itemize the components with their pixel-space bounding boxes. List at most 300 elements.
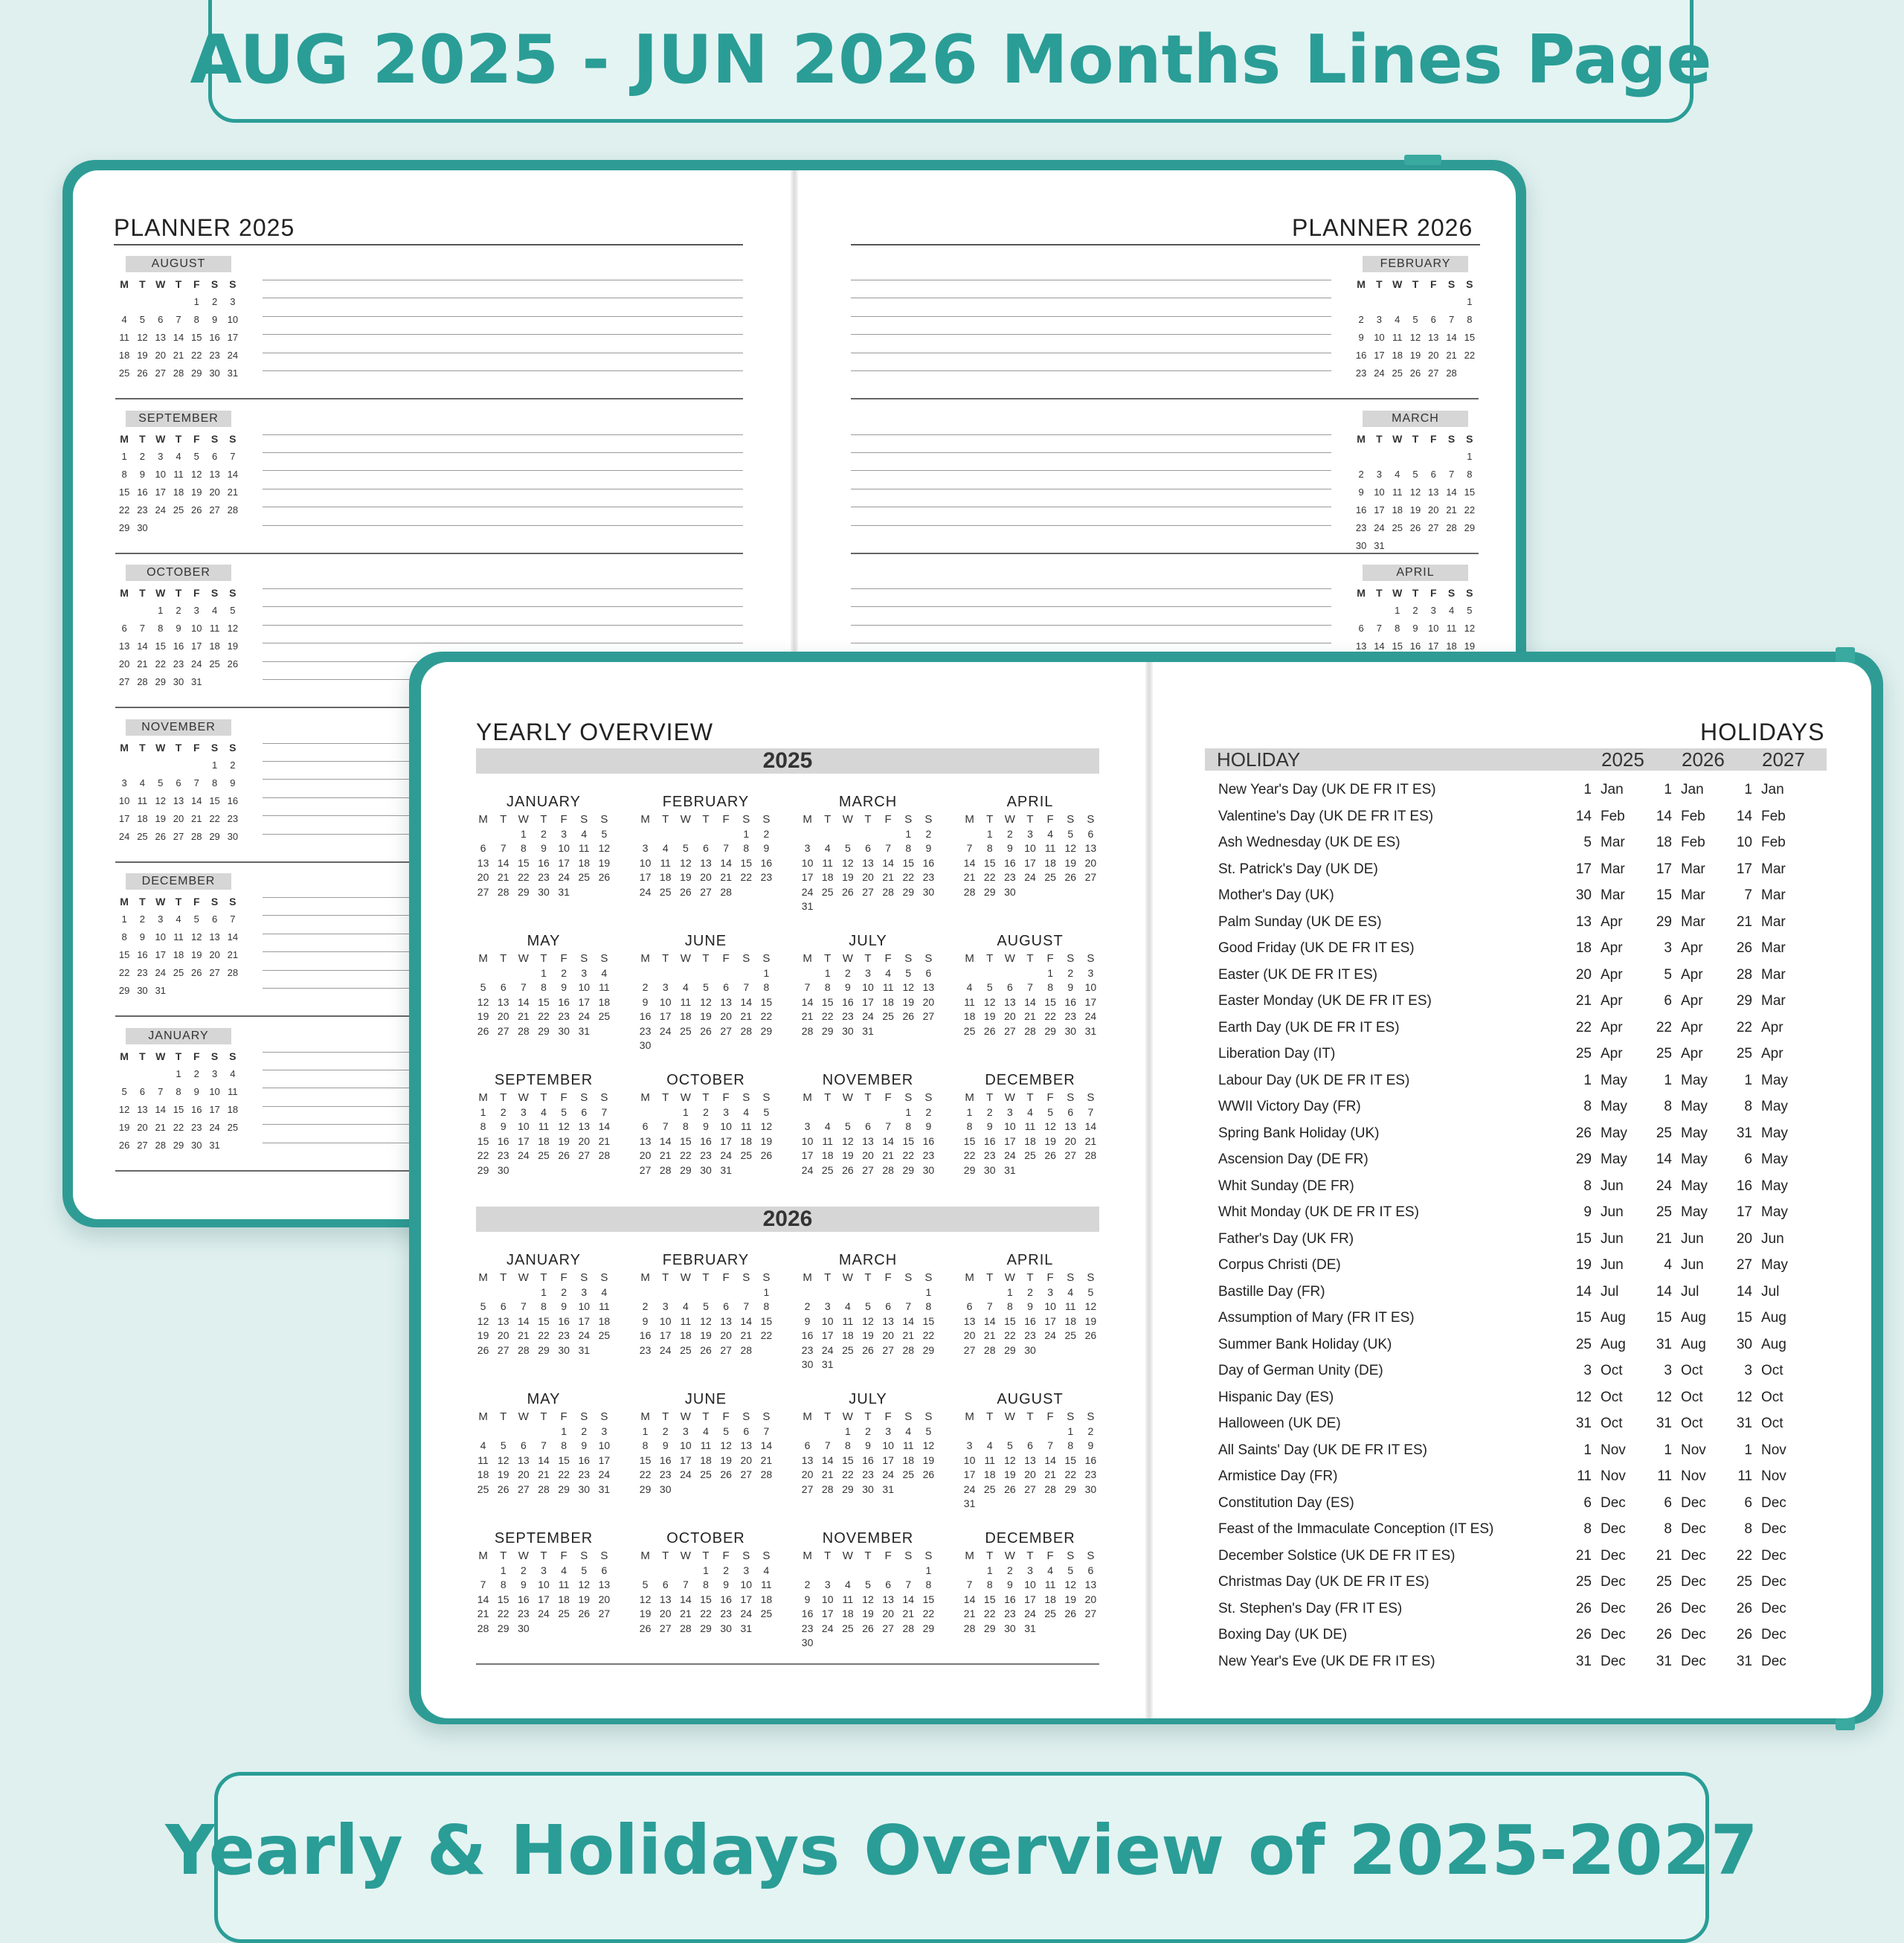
- weekday-header-cell: W: [842, 1091, 853, 1104]
- day-cell: 29: [1004, 1343, 1016, 1356]
- holiday-day-1: 21: [1575, 993, 1592, 1009]
- holiday-month-3: Jul: [1761, 1283, 1780, 1300]
- day-cell: 16: [801, 1329, 814, 1341]
- yearly-month-day-grid: [635, 1271, 776, 1358]
- day-cell: 27: [209, 967, 220, 978]
- day-cell: 15: [1392, 640, 1403, 652]
- day-cell: 2: [1006, 1564, 1013, 1576]
- day-cell: 7: [966, 1579, 973, 1590]
- day-cell: 14: [740, 995, 753, 1008]
- empty-day-cell: [695, 966, 715, 981]
- weekday-header-cell: S: [1466, 587, 1473, 599]
- yearly-month-name: JANUARY: [506, 794, 581, 810]
- holiday-month-1: Oct: [1601, 1416, 1623, 1431]
- empty-day-cell: [736, 1285, 756, 1300]
- yearly-month-name: JUNE: [684, 1391, 727, 1407]
- month-day-grid: [115, 430, 242, 537]
- writing-line: [851, 316, 1331, 317]
- day-cell: 22: [902, 871, 915, 883]
- day-cell: 7: [885, 842, 892, 854]
- weekday-header-cell: S: [742, 1549, 750, 1562]
- holiday-month-3: Dec: [1761, 1521, 1786, 1537]
- day-cell: 22: [680, 1149, 692, 1161]
- day-cell: 25: [963, 1024, 976, 1037]
- year-2025-column-header: 2025: [1601, 748, 1644, 771]
- month-name: DECEMBER: [126, 873, 231, 890]
- empty-day-cell: [695, 1285, 715, 1300]
- day-cell: 19: [1044, 1134, 1056, 1147]
- weekday-header-cell: T: [1376, 587, 1383, 599]
- day-cell: 25: [598, 1010, 611, 1022]
- day-cell: 18: [842, 1608, 854, 1619]
- holiday-day-1: 9: [1583, 1204, 1592, 1220]
- yearly-month-name: NOVEMBER: [822, 1530, 914, 1547]
- holiday-month-1: Aug: [1601, 1310, 1626, 1326]
- holiday-month-3: Aug: [1761, 1310, 1786, 1326]
- empty-day-cell: [797, 966, 817, 981]
- day-cell: 18: [821, 1149, 834, 1161]
- day-cell: 28: [680, 1622, 692, 1634]
- empty-day-cell: [1424, 293, 1442, 311]
- day-cell: 22: [821, 1010, 834, 1022]
- day-cell: 3: [824, 1300, 831, 1312]
- holiday-month-3: Jun: [1761, 1230, 1784, 1247]
- day-cell: 23: [862, 1468, 874, 1480]
- day-cell: 11: [119, 332, 129, 343]
- day-cell: 1: [1395, 605, 1400, 616]
- day-cell: 20: [209, 486, 220, 498]
- day-cell: 25: [842, 1343, 854, 1356]
- day-cell: 22: [1064, 1468, 1077, 1480]
- empty-day-cell: [1370, 293, 1388, 311]
- day-cell: 31: [227, 367, 239, 379]
- day-cell: 7: [601, 1105, 608, 1118]
- holiday-month-2: Dec: [1681, 1494, 1706, 1511]
- empty-day-cell: [152, 293, 170, 311]
- day-cell: 16: [558, 995, 570, 1008]
- day-cell: 4: [885, 966, 892, 979]
- yearly-month-january: [473, 1250, 614, 1358]
- day-cell: 23: [558, 1329, 570, 1341]
- day-cell: 8: [121, 931, 127, 942]
- day-cell: 30: [720, 1622, 732, 1634]
- weekday-header-cell: W: [1392, 278, 1403, 290]
- holiday-row: [1218, 1410, 1813, 1436]
- empty-day-cell: [115, 1065, 133, 1083]
- day-cell: 8: [905, 1120, 912, 1132]
- holiday-day-2: 15: [1656, 887, 1672, 903]
- empty-day-cell: [817, 1425, 837, 1439]
- day-cell: 10: [558, 842, 570, 854]
- yearly-month-march: [797, 1250, 939, 1372]
- day-cell: 14: [477, 1593, 489, 1605]
- day-cell: 3: [581, 1285, 588, 1298]
- day-cell: 29: [518, 885, 530, 898]
- day-cell: 27: [155, 367, 166, 379]
- day-cell: 28: [801, 1024, 814, 1037]
- day-cell: 4: [844, 1300, 851, 1312]
- day-cell: 25: [173, 967, 184, 978]
- day-cell: 17: [1024, 1593, 1036, 1605]
- weekday-header-cell: F: [193, 587, 200, 599]
- day-cell: 20: [659, 1608, 672, 1619]
- day-cell: 24: [578, 1010, 591, 1022]
- weekday-header-cell: F: [722, 813, 730, 826]
- day-cell: 22: [922, 1329, 935, 1341]
- day-cell: 2: [804, 1579, 811, 1590]
- yearly-month-day-grid: [797, 1410, 939, 1497]
- weekday-header-cell: M: [803, 1091, 812, 1104]
- weekday-header-cell: S: [742, 952, 750, 965]
- day-cell: 21: [1446, 504, 1457, 516]
- day-cell: 15: [740, 856, 753, 869]
- day-cell: 19: [842, 1149, 854, 1161]
- holiday-month-2: Jun: [1681, 1230, 1704, 1247]
- holiday-month-2: Feb: [1681, 808, 1705, 824]
- holiday-name: Mother's Day (UK): [1218, 887, 1334, 903]
- day-cell: 4: [121, 314, 127, 325]
- day-cell: 12: [842, 1134, 854, 1147]
- day-cell: 10: [680, 1439, 692, 1451]
- day-cell: 8: [1467, 468, 1473, 480]
- day-cell: 14: [902, 1314, 915, 1327]
- day-cell: 4: [230, 1067, 236, 1079]
- day-cell: 1: [520, 827, 527, 840]
- day-cell: 21: [821, 1468, 834, 1480]
- weekday-header-cell: T: [1026, 952, 1034, 965]
- day-cell: 6: [865, 1120, 871, 1132]
- day-cell: 15: [497, 1593, 509, 1605]
- weekday-header-cell: M: [803, 1271, 812, 1284]
- day-cell: 21: [740, 1010, 753, 1022]
- day-cell: 1: [541, 966, 547, 979]
- weekday-header-cell: F: [884, 1271, 892, 1284]
- day-cell: 30: [1024, 1343, 1036, 1356]
- day-cell: 16: [538, 856, 550, 869]
- day-cell: 6: [601, 1564, 608, 1576]
- day-cell: 18: [760, 1593, 773, 1605]
- holiday-row: [1218, 829, 1813, 855]
- empty-day-cell: [858, 1105, 878, 1120]
- weekday-header-cell: W: [680, 1410, 691, 1423]
- holiday-day-3: 11: [1737, 1468, 1752, 1484]
- writing-line: [263, 588, 743, 589]
- day-cell: 1: [176, 1067, 181, 1079]
- weekday-header-cell: W: [518, 1091, 529, 1104]
- day-cell: 30: [639, 1039, 652, 1051]
- holiday-day-2: 14: [1656, 1283, 1672, 1300]
- day-cell: 13: [155, 332, 166, 343]
- day-cell: 20: [1428, 350, 1439, 361]
- day-cell: 17: [680, 1454, 692, 1466]
- holiday-month-3: Mar: [1761, 993, 1786, 1009]
- empty-day-cell: [817, 827, 837, 842]
- day-cell: 17: [538, 1593, 550, 1605]
- day-cell: 23: [1355, 367, 1367, 379]
- holiday-day-3: 6: [1744, 1152, 1752, 1167]
- day-cell: 17: [1374, 350, 1385, 361]
- empty-day-cell: [716, 827, 736, 842]
- bottom-banner: [165, 1772, 1758, 1943]
- day-cell: 6: [865, 842, 871, 854]
- day-cell: 5: [230, 605, 236, 616]
- holiday-day-3: 10: [1736, 835, 1752, 850]
- day-cell: 3: [642, 842, 649, 854]
- yearly-month-day-grid: [635, 812, 776, 899]
- holiday-day-3: 26: [1736, 1627, 1752, 1642]
- day-cell: 10: [578, 1300, 591, 1312]
- day-cell: 3: [520, 1105, 527, 1118]
- weekday-header-cell: S: [210, 896, 219, 908]
- day-cell: 19: [191, 486, 202, 498]
- day-cell: 2: [844, 966, 851, 979]
- day-cell: 2: [662, 1425, 669, 1437]
- weekday-header-cell: S: [904, 1410, 913, 1423]
- weekday-header-cell: S: [229, 278, 237, 290]
- day-cell: 2: [703, 1105, 709, 1118]
- weekday-header-cell: T: [500, 1410, 507, 1423]
- day-cell: 26: [191, 967, 202, 978]
- top-banner: [190, 0, 1712, 123]
- holiday-name: December Solstice (UK DE FR IT ES): [1218, 1547, 1456, 1564]
- holiday-day-2: 5: [1664, 966, 1672, 983]
- day-cell: 19: [922, 1454, 935, 1466]
- day-cell: 4: [211, 605, 218, 616]
- yearly-month-name: FEBRUARY: [662, 1252, 750, 1268]
- day-cell: 2: [642, 1300, 649, 1312]
- weekday-header-cell: T: [1376, 278, 1383, 290]
- weekday-header-cell: F: [884, 1410, 892, 1423]
- empty-day-cell: [1370, 602, 1388, 620]
- day-cell: 15: [983, 1593, 996, 1605]
- day-cell: 12: [842, 856, 854, 869]
- day-cell: 23: [1084, 1468, 1097, 1480]
- day-cell: 8: [176, 1085, 181, 1097]
- day-cell: 12: [902, 981, 915, 993]
- day-cell: 14: [1446, 486, 1457, 498]
- day-cell: 3: [601, 1425, 608, 1437]
- weekday-header-cell: T: [1026, 1410, 1034, 1423]
- day-cell: 22: [983, 871, 996, 883]
- day-cell: 7: [682, 1579, 689, 1590]
- day-cell: 26: [1004, 1483, 1016, 1495]
- day-cell: 15: [760, 1314, 773, 1327]
- yearly-month-day-grid: [473, 1091, 614, 1178]
- day-cell: 22: [902, 1149, 915, 1161]
- day-cell: 26: [1409, 521, 1421, 533]
- month-calendar-august: [115, 256, 242, 382]
- weekday-header-cell: T: [139, 587, 146, 599]
- day-cell: 8: [925, 1579, 932, 1590]
- day-cell: 12: [191, 931, 202, 942]
- day-cell: 20: [740, 1454, 753, 1466]
- day-cell: 6: [1430, 314, 1436, 325]
- day-cell: 2: [230, 759, 236, 771]
- day-cell: 28: [720, 885, 732, 898]
- day-cell: 21: [155, 1121, 166, 1133]
- day-cell: 7: [763, 1425, 770, 1437]
- day-cell: 14: [1024, 995, 1036, 1008]
- day-cell: 21: [538, 1468, 550, 1480]
- day-cell: 2: [723, 1564, 730, 1576]
- day-cell: 26: [137, 367, 148, 379]
- holiday-day-2: 1: [1664, 1072, 1672, 1088]
- holiday-day-2: 1: [1664, 1442, 1672, 1458]
- day-cell: 24: [578, 1329, 591, 1341]
- weekday-header-cell: W: [155, 896, 166, 908]
- holiday-row: [1218, 988, 1813, 1014]
- day-cell: 4: [1067, 1285, 1074, 1298]
- day-cell: 1: [844, 1425, 851, 1437]
- day-cell: 5: [1412, 468, 1418, 480]
- day-cell: 16: [983, 1134, 996, 1147]
- day-cell: 4: [601, 966, 608, 979]
- day-cell: 23: [760, 871, 773, 883]
- holiday-day-3: 1: [1744, 1072, 1752, 1088]
- day-cell: 11: [680, 995, 692, 1008]
- day-cell: 8: [561, 1439, 567, 1451]
- writing-line: [263, 452, 743, 453]
- day-cell: 7: [230, 913, 236, 925]
- holiday-day-1: 1: [1583, 1072, 1592, 1088]
- day-cell: 8: [1067, 1439, 1074, 1451]
- day-cell: 22: [1464, 504, 1476, 516]
- day-cell: 18: [538, 1134, 550, 1147]
- day-cell: 15: [700, 1593, 712, 1605]
- day-cell: 6: [1430, 468, 1436, 480]
- day-cell: 29: [680, 1163, 692, 1176]
- day-cell: 6: [500, 1300, 506, 1312]
- day-cell: 15: [191, 332, 202, 343]
- yearly-month-day-grid: [473, 1410, 614, 1497]
- day-cell: 21: [902, 1608, 915, 1619]
- holiday-month-3: Dec: [1761, 1600, 1786, 1616]
- day-cell: 6: [1087, 827, 1094, 840]
- day-cell: 10: [598, 1439, 611, 1451]
- day-cell: 24: [227, 350, 239, 361]
- day-cell: 18: [137, 812, 148, 824]
- month-separator-rule: [115, 398, 743, 399]
- holiday-name: Feast of the Immaculate Conception (IT ES): [1218, 1521, 1494, 1537]
- day-cell: 9: [1006, 1579, 1013, 1590]
- day-cell: 27: [578, 1149, 591, 1161]
- weekday-header-cell: T: [1026, 1549, 1034, 1562]
- weekday-header-cell: S: [1087, 813, 1095, 826]
- day-cell: 6: [662, 1579, 669, 1590]
- day-cell: 31: [191, 676, 202, 687]
- day-cell: 9: [561, 981, 567, 993]
- day-cell: 5: [1067, 1564, 1074, 1576]
- day-cell: 3: [1047, 1285, 1054, 1298]
- day-cell: 15: [518, 856, 530, 869]
- day-cell: 15: [922, 1593, 935, 1605]
- day-cell: 12: [760, 1120, 773, 1132]
- month-separator-rule: [115, 553, 743, 554]
- weekday-header-cell: S: [904, 1549, 913, 1562]
- day-cell: 13: [497, 1314, 509, 1327]
- day-cell: 9: [1006, 842, 1013, 854]
- yearly-month-november: [797, 1528, 939, 1651]
- yearly-month-name: NOVEMBER: [822, 1072, 914, 1088]
- weekday-header-cell: S: [580, 1549, 588, 1562]
- day-cell: 27: [639, 1163, 652, 1176]
- weekday-header-cell: S: [762, 1091, 771, 1104]
- day-cell: 1: [1047, 966, 1054, 979]
- weekday-header-cell: S: [210, 1050, 219, 1062]
- day-cell: 24: [155, 967, 166, 978]
- yearly-month-name: JUNE: [684, 933, 727, 949]
- writing-line: [263, 525, 743, 526]
- weekday-header-cell: M: [120, 896, 129, 908]
- day-cell: 2: [1067, 966, 1074, 979]
- day-cell: 3: [1006, 1105, 1013, 1118]
- writing-line: [263, 434, 743, 435]
- weekday-header-cell: S: [924, 1271, 933, 1284]
- day-cell: 13: [882, 1314, 894, 1327]
- weekday-header-cell: T: [540, 1549, 547, 1562]
- yearly-month-february: [635, 791, 776, 899]
- weekday-header-cell: S: [580, 1091, 588, 1104]
- day-cell: 16: [1004, 1593, 1016, 1605]
- day-cell: 18: [659, 871, 672, 883]
- weekday-header-cell: W: [1004, 1271, 1015, 1284]
- day-cell: 30: [497, 1163, 509, 1176]
- writing-line: [851, 370, 1331, 371]
- day-cell: 3: [193, 605, 199, 616]
- day-cell: 11: [209, 623, 220, 634]
- day-cell: 13: [209, 468, 220, 480]
- day-cell: 30: [558, 1343, 570, 1356]
- month-calendar-november: [115, 719, 242, 846]
- day-cell: 14: [518, 1314, 530, 1327]
- day-cell: 15: [118, 486, 130, 498]
- day-cell: 14: [227, 468, 239, 480]
- day-cell: 19: [902, 995, 915, 1008]
- day-cell: 11: [1044, 842, 1056, 854]
- empty-day-cell: [513, 1285, 533, 1300]
- weekday-header-cell: S: [600, 952, 608, 965]
- day-cell: 10: [538, 1579, 550, 1590]
- day-cell: 14: [760, 1439, 773, 1451]
- day-cell: 7: [966, 842, 973, 854]
- day-cell: 4: [824, 1120, 831, 1132]
- yearly-month-day-grid: [473, 951, 614, 1038]
- day-cell: 9: [723, 1579, 730, 1590]
- day-cell: 7: [158, 1085, 164, 1097]
- day-cell: 3: [158, 913, 164, 925]
- weekday-header-cell: T: [824, 1410, 832, 1423]
- empty-day-cell: [959, 1564, 980, 1579]
- day-cell: 6: [1358, 623, 1364, 634]
- holiday-month-2: Nov: [1681, 1442, 1706, 1458]
- day-cell: 13: [700, 856, 712, 869]
- day-cell: 28: [173, 367, 184, 379]
- day-cell: 25: [842, 1622, 854, 1634]
- empty-day-cell: [493, 966, 513, 981]
- day-cell: 20: [1024, 1468, 1036, 1480]
- day-cell: 16: [1064, 995, 1077, 1008]
- day-cell: 2: [520, 1564, 527, 1576]
- day-cell: 21: [882, 871, 894, 883]
- yearly-month-day-grid: [959, 1410, 1101, 1512]
- day-cell: 2: [1027, 1285, 1033, 1298]
- weekday-header-cell: T: [702, 1549, 710, 1562]
- day-cell: 22: [173, 1121, 184, 1133]
- holiday-day-2: 11: [1657, 1468, 1672, 1484]
- month-day-grid: [115, 275, 242, 382]
- weekday-header-cell: S: [762, 1271, 771, 1284]
- empty-day-cell: [858, 1564, 878, 1579]
